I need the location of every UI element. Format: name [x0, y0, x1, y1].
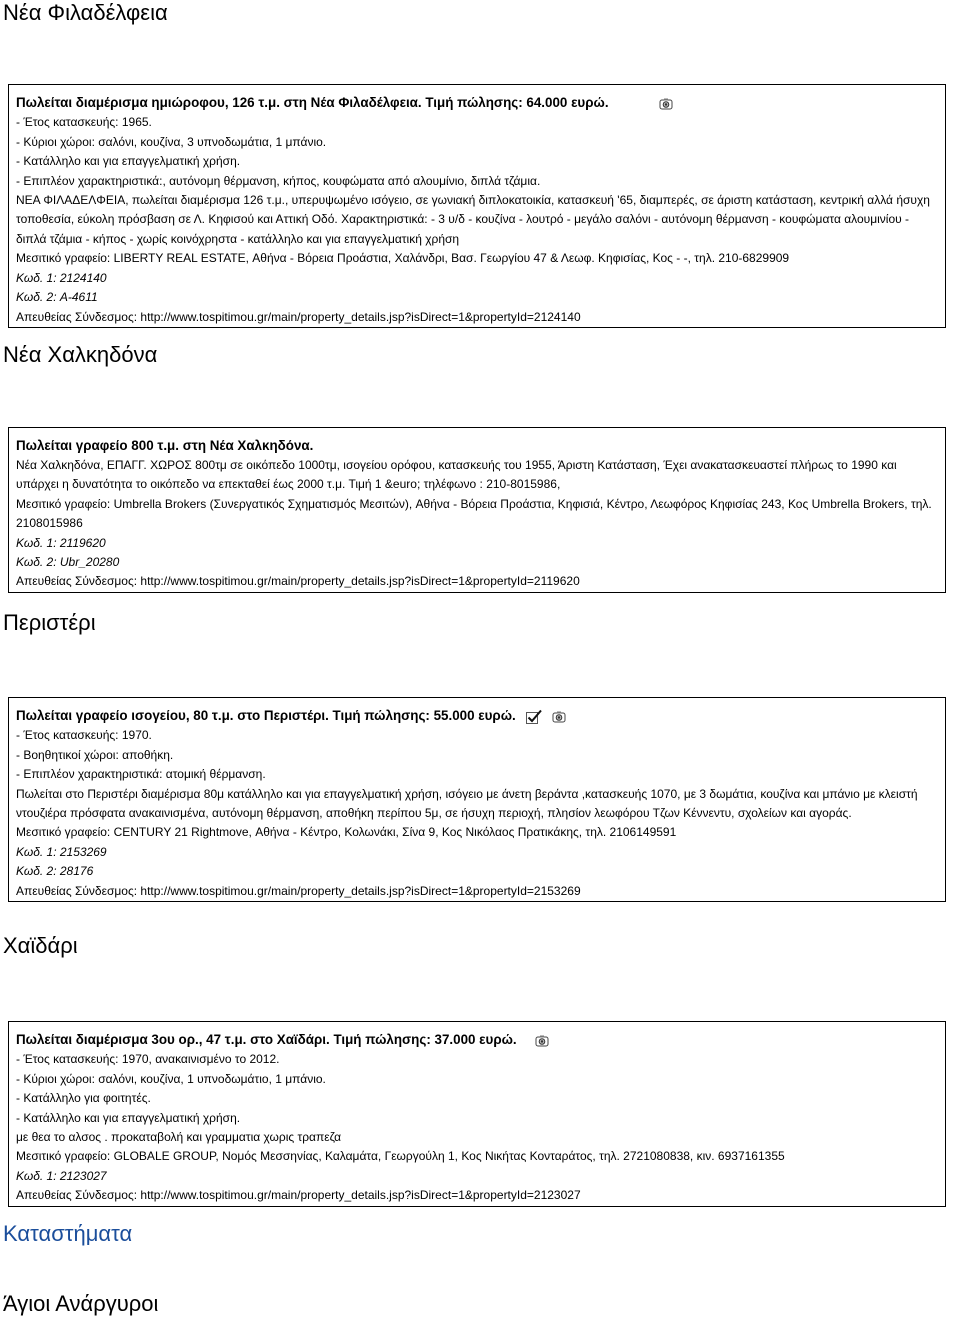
listing-detail: - Έτος κατασκευής: 1970, ανακαινισμένο το 2012.: [16, 1052, 280, 1067]
listing-title-row: [16, 1030, 939, 1050]
area-heading-peristeri: Περιστέρι: [3, 610, 96, 635]
listing-card: [8, 84, 946, 328]
listing-title[interactable]: Πωλείται γραφείο ισογείου, 80 τ.μ. στο Περιστέρι. Τιμή πώλησης: 55.000 ευρώ.: [16, 708, 516, 723]
area-heading-agioi-anargyroi: Άγιοι Ανάργυροι: [3, 1291, 159, 1316]
listing-code: Κωδ. 2: A-4611: [16, 290, 98, 305]
listing-detail: - Κατάλληλο για φοιτητές.: [16, 1091, 151, 1106]
listing-title[interactable]: Πωλείται διαμέρισμα 3ου ορ., 47 τ.μ. στο Χαϊδάρι. Τιμή πώλησης: 37.000 ευρώ.: [16, 1032, 517, 1047]
checkbox-checked-icon: [526, 709, 542, 724]
listing-code: Κωδ. 1: 2124140: [16, 270, 107, 285]
listing-detail: - Έτος κατασκευής: 1970.: [16, 728, 152, 743]
listing-detail: - Βοηθητικοί χώροι: αποθήκη.: [16, 747, 174, 762]
listing-title-row: [16, 93, 939, 113]
camera-icon: [535, 1035, 549, 1047]
listing-code: Κωδ. 2: 28176: [16, 864, 94, 879]
area-heading-nea-chalkidona: Νέα Χαλκηδόνα: [3, 342, 158, 367]
area-heading-nea-filadelfeia: Νέα Φιλαδέλφεια: [3, 0, 168, 25]
listing-agency: Μεσιτικό γραφείο: GLOBALE GROUP, Νομός Μεσσηνίας, Καλαμάτα, Γεωργούλη 1, Κος Νικήτας Κονταράτος, τηλ. 2721080838, κιν. 6937161355: [16, 1149, 785, 1164]
camera-icon: [552, 711, 566, 723]
listing-description: Νέα Χαλκηδόνα, ΕΠΑΓΓ. ΧΩΡΟΣ 800τμ σε οικόπεδο 1000τμ, ισογείου ορόφου, κατασκευής του 1955, Άριστη Κατάσταση, Έχει ανακατασκευαστεί πλήρως το 1990 και υπάρχει η δυνατότητα το οικόπεδο να επεκταθεί έως 2000 τ.μ. Τιμή 1 &euro; τηλέφωνο : 210-8015986,: [16, 458, 897, 492]
listing-direct-link[interactable]: Απευθείας Σύνδεσμος: http://www.tospitimou.gr/main/property_details.jsp?isDirect=1&propertyId=2123027: [16, 1188, 581, 1203]
listing-agency: Μεσιτικό γραφείο: LIBERTY REAL ESTATE, Αθήνα - Βόρεια Προάστια, Χαλάνδρι, Βασ. Γεωργίου 47 & Λεωφ. Κηφισίας, Κος - -, τηλ. 210-6829909: [16, 251, 790, 266]
listing-title-row: [16, 706, 939, 726]
listing-agency: Μεσιτικό γραφείο: CENTURY 21 Rightmove, Αθήνα - Κέντρο, Κολωνάκι, Σίνα 9, Κος Νικόλαος Πρατικάκης, τηλ. 2106149591: [16, 825, 677, 840]
listing-description: ΝΕΑ ΦΙΛΑΔΕΛΦΕΙΑ, πωλείται διαμέρισμα 126 τ.μ., υπερυψωμένο ισόγειο, σε γωνιακή διπλοκατοικία, κατασκευή '65, διαμπερές, σε άριστη κατάσταση, κεντρική αλλά ήσυχη τοποθεσία, εύκολη πρόσβαση σε Λ. Κηφισού και Αττική Οδό. Χαρακτηριστικά: - 3 υ/δ - κουζίνα - λουτρό - μεγάλο σαλόνι - αυτόνομη θέρμανση - κουφώματα αλουμινίου - διπλά τζάμια - κήπος - χωρίς κοινόχρηστα - κατάλληλο και για επαγγελματική χρήση: [16, 193, 930, 246]
listing-card: [8, 697, 946, 902]
listing-direct-link[interactable]: Απευθείας Σύνδεσμος: http://www.tospitimou.gr/main/property_details.jsp?isDirect=1&propertyId=2124140: [16, 309, 581, 324]
listing-detail: - Έτος κατασκευής: 1965.: [16, 115, 152, 130]
listing-detail: - Κύριοι χώροι: σαλόνι, κουζίνα, 3 υπνοδωμάτια, 1 μπάνιο.: [16, 134, 327, 149]
category-heading: Καταστήματα: [3, 1221, 133, 1246]
camera-icon: [659, 98, 673, 110]
listing-detail: - Επιπλέον χαρακτηριστικά:, αυτόνομη θέρμανση, κήπος, κουφώματα από αλουμίνιο, διπλά τζάμια.: [16, 173, 541, 188]
listing-code: Κωδ. 1: 2153269: [16, 844, 107, 859]
listing-detail: - Κατάλληλο και για επαγγελματική χρήση.: [16, 1110, 241, 1125]
area-heading-chaidari: Χαϊδάρι: [3, 933, 78, 958]
listing-detail: - Κύριοι χώροι: σαλόνι, κουζίνα, 1 υπνοδωμάτιο, 1 μπάνιο.: [16, 1071, 326, 1086]
listing-title-row: [16, 436, 939, 456]
listing-detail: - Κατάλληλο και για επαγγελματική χρήση.: [16, 154, 241, 169]
listing-direct-link[interactable]: Απευθείας Σύνδεσμος: http://www.tospitimou.gr/main/property_details.jsp?isDirect=1&propertyId=2119620: [16, 574, 580, 589]
listing-code: Κωδ. 1: 2123027: [16, 1168, 107, 1183]
listing-description: Πωλείται στο Περιστέρι διαμέρισμα 80μ κατάλληλο και για επαγγελματική χρήση, ισόγειο με άνετη βεράντα ,κατασκευής 1070, με 3 δωμάτια, κουζίνα και μπάνιο με κλειστή ντουζιέρα πρόσφατα ανακαινισμένα, αυτόνομη θέρμανση, αποθήκη περίπου 5μ, σε ήσυχη περιοχή, πλησίον λεωφόρου Τζων Κέννεντυ, σχολείων και αγοράς.: [16, 786, 918, 821]
listing-agency: Μεσιτικό γραφείο: Umbrella Brokers (Συνεργατικός Σχηματισμός Μεσιτών), Αθήνα - Βόρεια Προάστια, Κηφισιά, Κέντρο, Λεωφόρος Κηφισίας 243, Κος Umbrella Brokers, τηλ. 2108015986: [16, 496, 932, 531]
listing-detail: - Επιπλέον χαρακτηριστικά: ατομική θέρμανση.: [16, 767, 266, 782]
listing-description: με θεα το αλσος . προκαταβολή και γραμματια χωρις τραπεζα: [16, 1130, 342, 1145]
listing-title[interactable]: Πωλείται διαμέρισμα ημιώροφου, 126 τ.μ. στη Νέα Φιλαδέλφεια. Τιμή πώλησης: 64.000 ευρώ.: [16, 95, 609, 110]
listing-code: Κωδ. 2: Ubr_20280: [16, 555, 120, 570]
listing-title[interactable]: Πωλείται γραφείο 800 τ.μ. στη Νέα Χαλκηδόνα.: [16, 438, 314, 453]
listing-direct-link[interactable]: Απευθείας Σύνδεσμος: http://www.tospitimou.gr/main/property_details.jsp?isDirect=1&propertyId=2153269: [16, 883, 581, 898]
listing-card: [8, 427, 946, 593]
listing-card: [8, 1021, 946, 1207]
listing-code: Κωδ. 1: 2119620: [16, 535, 106, 550]
